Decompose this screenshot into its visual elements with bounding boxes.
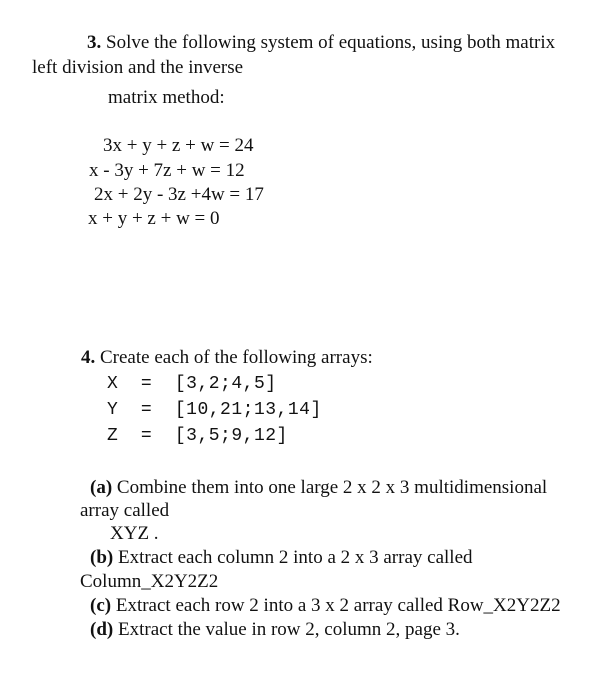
equation-4: x + y + z + w = 0 bbox=[88, 208, 220, 229]
array-z-eq: = bbox=[140, 426, 153, 446]
array-z-value: [3,5;9,12] bbox=[174, 426, 288, 446]
problem4-heading bbox=[81, 347, 373, 369]
part-d-text: Extract the value in row 2, column 2, page 3. bbox=[113, 619, 460, 640]
part-b-line2: Column_X2Y2Z2 bbox=[80, 571, 219, 592]
problem3-text-line1: Solve the following system of equations, using both matrix bbox=[101, 32, 556, 53]
array-x-eq: = bbox=[140, 374, 153, 394]
equation-2: x - 3y + 7z + w = 12 bbox=[89, 160, 245, 181]
problem4-number: 4. bbox=[81, 347, 96, 368]
problem3-text-line2: left division and the inverse bbox=[32, 57, 244, 78]
problem3-heading bbox=[87, 32, 555, 54]
part-b-label: (b) bbox=[90, 547, 114, 568]
array-y-eq: = bbox=[140, 400, 153, 420]
problem3-number: 3. bbox=[87, 32, 102, 53]
part-b-text: Extract each column 2 into a 2 x 3 array called bbox=[113, 547, 473, 568]
equation-3: 2x + 2y - 3z +4w = 17 bbox=[94, 184, 264, 205]
array-z-name: Z bbox=[107, 426, 119, 446]
part-a-label: (a) bbox=[90, 477, 113, 498]
part-d-label: (d) bbox=[90, 619, 114, 640]
array-x bbox=[107, 373, 277, 395]
part-c-line1 bbox=[90, 595, 561, 617]
equation-1: 3x + y + z + w = 24 bbox=[103, 135, 254, 156]
problem3-text-line3: matrix method: bbox=[108, 87, 225, 108]
part-c-text: Extract each row 2 into a 3 x 2 array called Row_X2Y2Z2 bbox=[111, 595, 561, 616]
part-b-line1 bbox=[90, 547, 473, 569]
part-a-line3: XYZ . bbox=[110, 523, 159, 544]
part-a-line1 bbox=[90, 477, 547, 499]
array-z bbox=[107, 425, 288, 447]
array-y-name: Y bbox=[107, 400, 119, 420]
array-x-value: [3,2;4,5] bbox=[174, 374, 277, 394]
array-y bbox=[107, 399, 322, 421]
part-a-line2: array called bbox=[80, 500, 170, 521]
part-a-text: Combine them into one large 2 x 2 x 3 multidimensional bbox=[112, 477, 548, 498]
problem4-intro: Create each of the following arrays: bbox=[95, 347, 373, 368]
array-x-name: X bbox=[107, 374, 119, 394]
part-c-label: (c) bbox=[90, 595, 112, 616]
part-d-line1 bbox=[90, 619, 460, 641]
array-y-value: [10,21;13,14] bbox=[174, 400, 322, 420]
